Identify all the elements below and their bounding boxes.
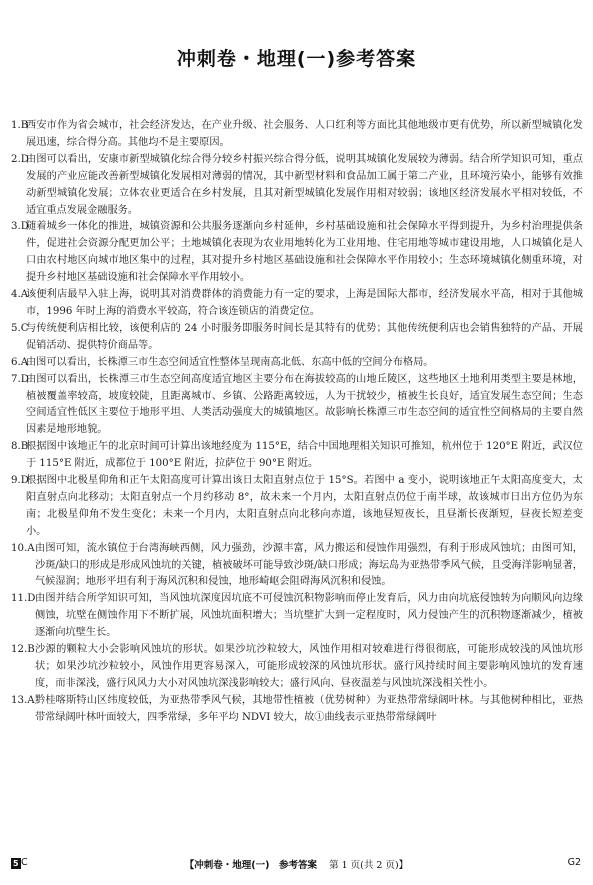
answer-explanation: 西安市作为省会城市，社会经济发达，在产业升级、社会服务、人口红利等方面比其他地级市更有优势，所以新型城镇化发展迅速，综合得分高。其他均不是主要原因。 xyxy=(26,120,583,148)
answer-number: 6.A xyxy=(11,356,29,368)
answer-explanation: 由图可知，流水镇位于台湾海峡西侧，风力强劲，沙源丰富，风力搬运和侵蚀作用强烈，有利于形成风蚀坑；由图可知，沙斑/缺口的形成是形成风蚀坑的关键，植被破坏可能导致沙斑/缺口形成；海坛岛为亚热带季风气候，且受海洋影响显著，气候湿润；地形平坦有利于海风沉积和侵蚀，地形崎岖会阻碍海风沉积和侵蚀。 xyxy=(35,542,583,588)
answer-list xyxy=(11,118,583,727)
answer-explanation: 根据图中北极星仰角和正午太阳高度可计算出该日太阳直射点位于 15°S。若图中 a 变小，说明该地正午太阳高度变大，太阳直射点向北移动；太阳直射点一个月约移动 8°，故未来一个月内，太阳直射点仍位于南半球，故该城市日出方位仍为东南；北极星仰角不发生变化；未来一个月内，太阳直射点向北移向赤道，该地昼短夜长，且昼渐长夜渐短，昼夜长短差变小。 xyxy=(26,475,583,537)
answer-explanation: 由图并结合所学知识可知，当风蚀坑深度因坑底不可侵蚀沉积物影响而停止发育后，风力由向坑底侵蚀转为向顺风向边缘侧蚀，坑壁在侧蚀作用下不断扩展，风蚀坑面积增大；当坑壁扩大到一定程度时，风力侵蚀产生的沉积物逐渐减少，植被逐渐向坑壁生长。 xyxy=(35,593,583,639)
answer-number: 2.D xyxy=(11,153,29,165)
answer-item xyxy=(11,355,583,372)
answer-item xyxy=(11,372,583,440)
answer-number: 3.D xyxy=(11,221,29,233)
answer-item xyxy=(11,541,583,592)
answer-number: 9.D xyxy=(11,475,29,487)
answer-explanation: 由图可以看出，长株潭三市生态空间高度适宜地区主要分布在海拔较高的山地丘陵区，这些地区土地利用类型主要是林地，植被覆盖率较高，坡度较陡，且距离城市、乡镇、公路距离较远，人为干扰较少，植被生长良好，适宜发展生态空间；生态空间适宜性低区主要位于地形平坦、人类活动强度大的城镇地区。故影响长株潭三市生态空间的适宜性空间格局的主要自然因素是地形地貌。 xyxy=(26,373,583,436)
answer-explanation: 沙源的颗粒大小会影响风蚀坑的形状。如果沙坑沙粒较大，风蚀作用相对较难进行得很彻底，可能形成较浅的风蚀坑形状；如果沙坑沙粒较小，风蚀作用更容易深入，可能形成较深的风蚀坑形状。盛行风持续时间主要影响风蚀坑的发育速度，而非深浅，盛行风风力大小对风蚀坑深浅影响较大；盛行风向、昼夜温差与风蚀坑深浅相关性小。 xyxy=(35,644,583,689)
answer-explanation: 该便利店最早入驻上海，说明其对消费群体的消费能力有一定的要求，上海是国际大都市，经济发展水平高，相对于其他城市，1996 年时上海的消费水平较高，符合该连锁店的消费定位。 xyxy=(26,289,583,317)
answer-explanation: 黔桂喀斯特山区纬度较低，为亚热带季风气候，其地带性植被（优势树种）为亚热带常绿阔叶林。与其他树种相比，亚热带常绿阔叶林叶面较大，四季常绿，多年平均 NDVI 较大，故①曲线表示亚热带常绿阔叶 xyxy=(35,694,583,723)
answer-item xyxy=(11,287,583,321)
answer-number: 7.D xyxy=(11,373,29,385)
footer-page-info xyxy=(0,857,593,871)
answer-number: 1.B xyxy=(11,120,29,131)
answer-number: 8.B xyxy=(11,441,29,453)
edition-badge: 5 xyxy=(13,859,19,868)
answer-item xyxy=(11,152,583,220)
answer-number: 10.A xyxy=(11,542,35,554)
edition-badge-suffix: C xyxy=(21,857,28,868)
footer-page-number: 第 1 页(共 2 页)】 xyxy=(329,860,409,871)
answer-number: 11.D xyxy=(11,593,36,605)
answer-item xyxy=(11,473,583,541)
answer-item xyxy=(11,693,583,727)
page-footer xyxy=(0,857,593,873)
answer-explanation: 与传统便利店相比较，该便利店的 24 小时服务即服务时间长是其特有的优势；其他传统便利店也会销售独特的产品、开展促销活动、提供特价商品等。 xyxy=(26,322,583,351)
answer-number: 13.A xyxy=(11,694,35,706)
answer-explanation: 根据图中该地正午的北京时间可计算出该地经度为 115°E，结合中国地理相关知识可推知，杭州位于 120°E 附近，武汉位于 115°E 附近，成都位于 100°E 附近，拉萨位于 90°E 附近。 xyxy=(26,441,583,470)
answer-explanation: 由图可以看出，长株潭三市生态空间适宜性整体呈现南高北低、东高中低的空间分布格局。 xyxy=(26,356,434,368)
answer-number: 5.C xyxy=(11,322,29,334)
answer-item xyxy=(11,219,583,287)
answer-item xyxy=(11,118,583,152)
footer-code: G2 xyxy=(567,857,581,868)
answer-item xyxy=(11,591,583,642)
answer-item xyxy=(11,642,583,693)
answer-explanation: 由图可以看出，安康市新型城镇化综合得分较乡村振兴综合得分低，说明其城镇化发展较为薄弱。结合所学知识可知，重点发展的产业应能改善新型城镇化发展相对薄弱的情况，其中新型材料和食品加工属于第二产业，且环境污染小，能够有效推动新型城镇化发展；立体农业更适合在乡村发展，且其对新型城镇化发展作用相对较弱；该地区经济发展水平相对较低，不适宜重点发展金融服务。 xyxy=(26,153,583,216)
page-title: 冲刺卷・地理(一)参考答案 xyxy=(176,48,417,70)
answer-explanation: 随着城乡一体化的推进，城镇资源和公共服务逐渐向乡村延伸，乡村基础设施和社会保障水平得到提升，为乡村治理提供条件，促进社会资源分配更加公平；土地城镇化表现为农业用地转化为工业用地、住宅用地等城市建设用地，人口城镇化是人口由农村地区向城市地区集中的过程，其对提升乡村地区基础设施和社会保障水平作用较小；生态环境城镇化侧重环境，对提升乡村地区基础设施和社会保障水平作用较小。 xyxy=(26,221,583,284)
answer-item xyxy=(11,439,583,473)
answer-number: 4.A xyxy=(11,289,29,301)
answer-number: 12.B xyxy=(11,644,35,656)
footer-title: 【冲刺卷・地理(一) 参考答案 xyxy=(184,860,317,871)
answer-item xyxy=(11,321,583,355)
